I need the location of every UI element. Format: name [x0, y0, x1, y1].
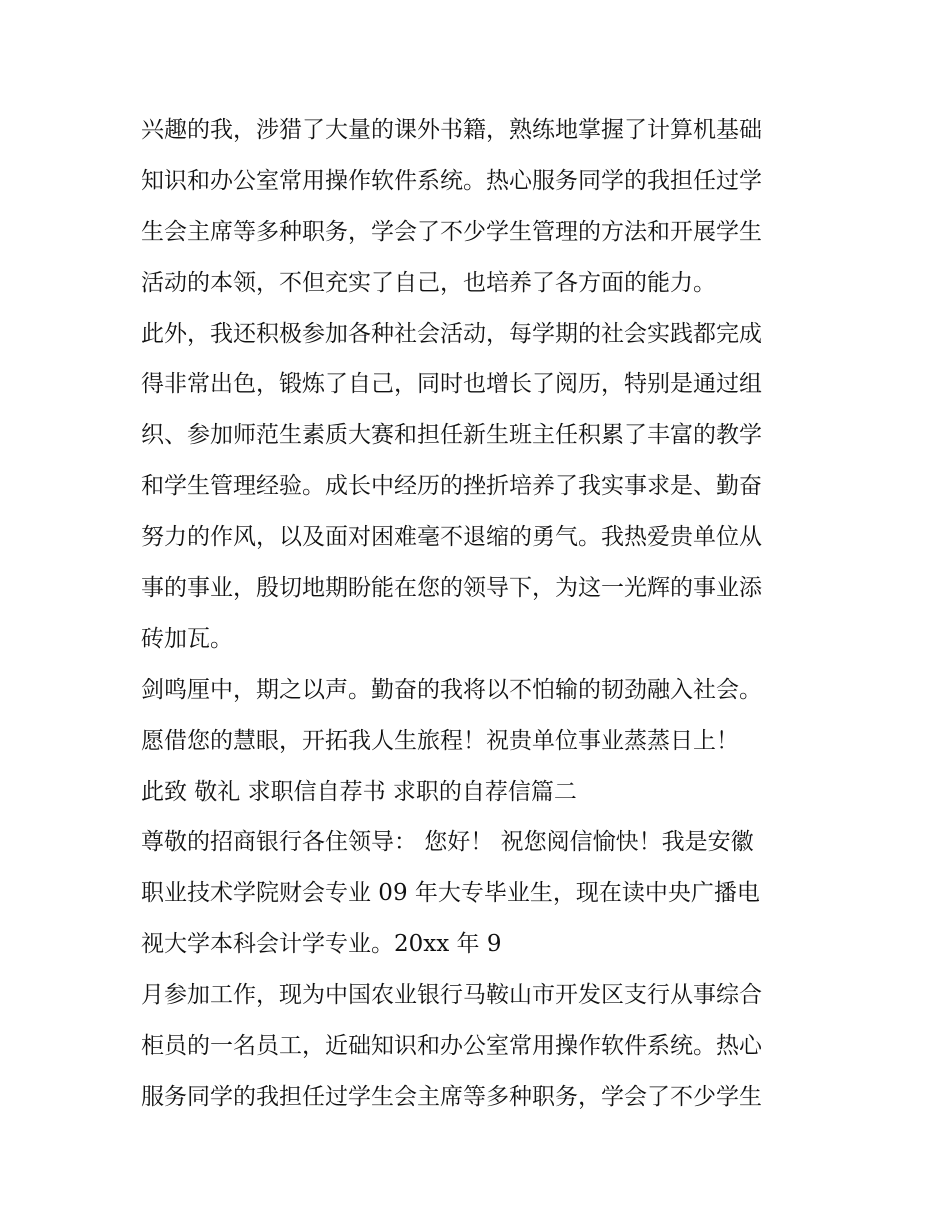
text-line: 月参加工作，现为中国农业银行马鞍山市开发区支行从事综合 — [141, 982, 762, 1009]
text-line: 事的事业，殷切地期盼能在您的领导下，为这一光辉的事业添 — [141, 575, 762, 602]
text-line: 尊敬的招商银行各住领导： 您好！ 祝您阅信愉快！我是安徽 — [141, 829, 754, 856]
letter-body — [141, 105, 821, 1123]
text-line: 愿借您的慧眼，开拓我人生旅程！祝贵单位事业蒸蒸日上！ — [141, 727, 739, 754]
text-line: 努力的作风，以及面对困难毫不退缩的勇气。我热爱贵单位从 — [141, 524, 762, 551]
text-line: 服务同学的我担任过学生会主席等多种职务，学会了不少学生 — [141, 1083, 762, 1110]
text-line: 视大学本科会计学专业。20xx 年 9 — [141, 931, 502, 958]
text-line: 此外，我还积极参加各种社会活动，每学期的社会实践都完成 — [141, 320, 762, 347]
text-line: 生会主席等多种职务，学会了不少学生管理的方法和开展学生 — [141, 218, 762, 245]
text-line: 知识和办公室常用操作软件系统。热心服务同学的我担任过学 — [141, 167, 762, 194]
text-line: 织、参加师范生素质大赛和担任新生班主任积累了丰富的教学 — [141, 422, 762, 449]
text-line: 职业技术学院财会专业 09 年大专毕业生，现在读中央广播电 — [141, 880, 760, 907]
text-line: 柜员的一名员工，近础知识和办公室常用操作软件系统。热心 — [141, 1033, 762, 1060]
text-line: 得非常出色，锻炼了自己，同时也增长了阅历，特别是通过组 — [141, 371, 762, 398]
text-line: 和学生管理经验。成长中经历的挫折培养了我实事求是、勤奋 — [141, 473, 762, 500]
text-line: 活动的本领，不但充实了自己，也培养了各方面的能力。 — [141, 269, 716, 296]
text-line: 砖加瓦。 — [141, 625, 233, 652]
text-line: 兴趣的我，涉猎了大量的课外书籍，熟练地掌握了计算机基础 — [141, 117, 762, 143]
section-heading-line: 此致 敬礼 求职信自荐书 求职的自荐信篇二 — [141, 778, 577, 805]
text-line: 剑鸣厘中，期之以声。勤奋的我将以不怕输的韧劲融入社会。 — [141, 676, 762, 703]
